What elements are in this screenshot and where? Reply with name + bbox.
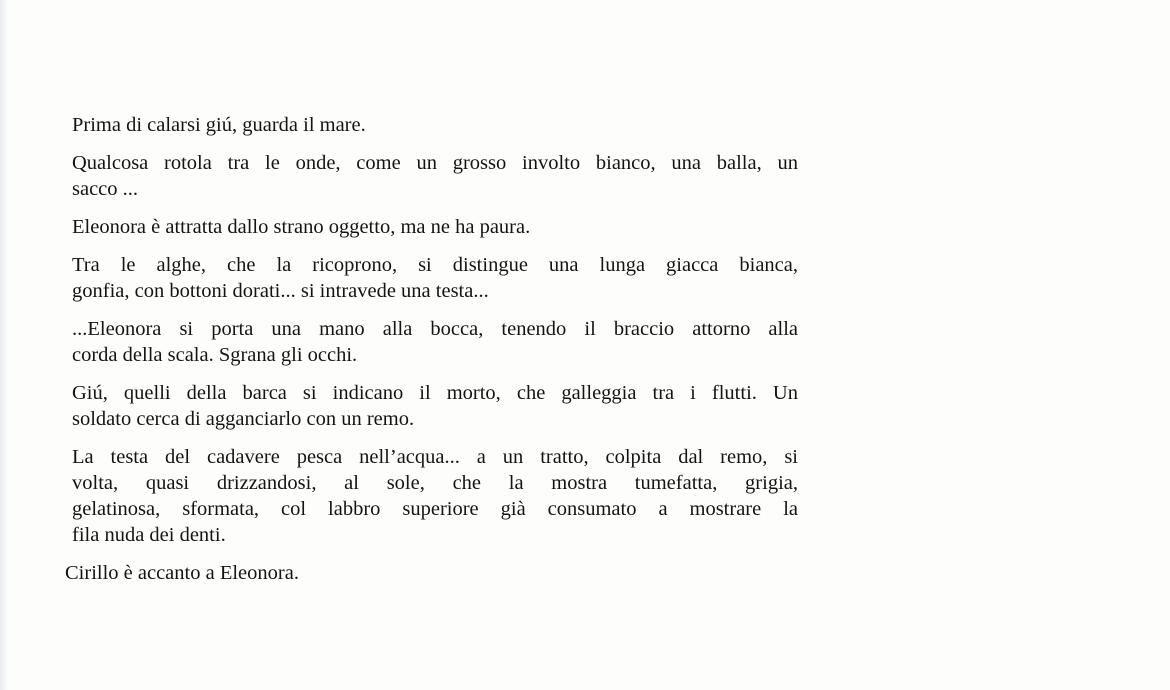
- paragraph: [72, 316, 798, 368]
- text-body: [65, 112, 798, 598]
- text-line: gelatinosa, sformata, col labbro superiore già consumato a mostrare la: [72, 498, 798, 520]
- text-line: Cirillo è accanto a Eleonora.: [65, 562, 299, 584]
- text-line: Qualcosa rotola tra le onde, come un grosso involto bianco, una balla, un: [72, 152, 798, 174]
- text-line: La testa del cadavere pesca nell’acqua... a un tratto, colpita dal remo, si: [72, 446, 798, 468]
- paragraph: [72, 252, 798, 304]
- text-line: gonfia, con bottoni dorati... si intravede una testa...: [72, 280, 489, 302]
- text-line: Eleonora è attratta dallo strano oggetto, ma ne ha paura.: [72, 216, 531, 238]
- text-line: Giú, quelli della barca si indicano il morto, che galleggia tra i flutti. Un: [72, 382, 798, 404]
- paragraph: [72, 444, 798, 548]
- text-line: Prima di calarsi giú, guarda il mare.: [72, 114, 366, 136]
- paragraph: [72, 112, 798, 138]
- paragraph: [72, 150, 798, 202]
- text-line: sacco ...: [72, 178, 139, 200]
- text-line: volta, quasi drizzandosi, al sole, che la mostra tumefatta, grigia,: [72, 472, 798, 494]
- paragraph: [72, 214, 798, 240]
- paragraph: [72, 380, 798, 432]
- text-line: ...Eleonora si porta una mano alla bocca, tenendo il braccio attorno alla: [72, 318, 798, 340]
- text-line: corda della scala. Sgrana gli occhi.: [72, 344, 358, 366]
- paragraph: [65, 560, 798, 586]
- text-line: Tra le alghe, che la ricoprono, si distingue una lunga giacca bianca,: [72, 254, 798, 276]
- scan-edge-shadow: [0, 0, 8, 690]
- text-line: soldato cerca di agganciarlo con un remo.: [72, 408, 415, 430]
- text-line: fila nuda dei denti.: [72, 524, 226, 546]
